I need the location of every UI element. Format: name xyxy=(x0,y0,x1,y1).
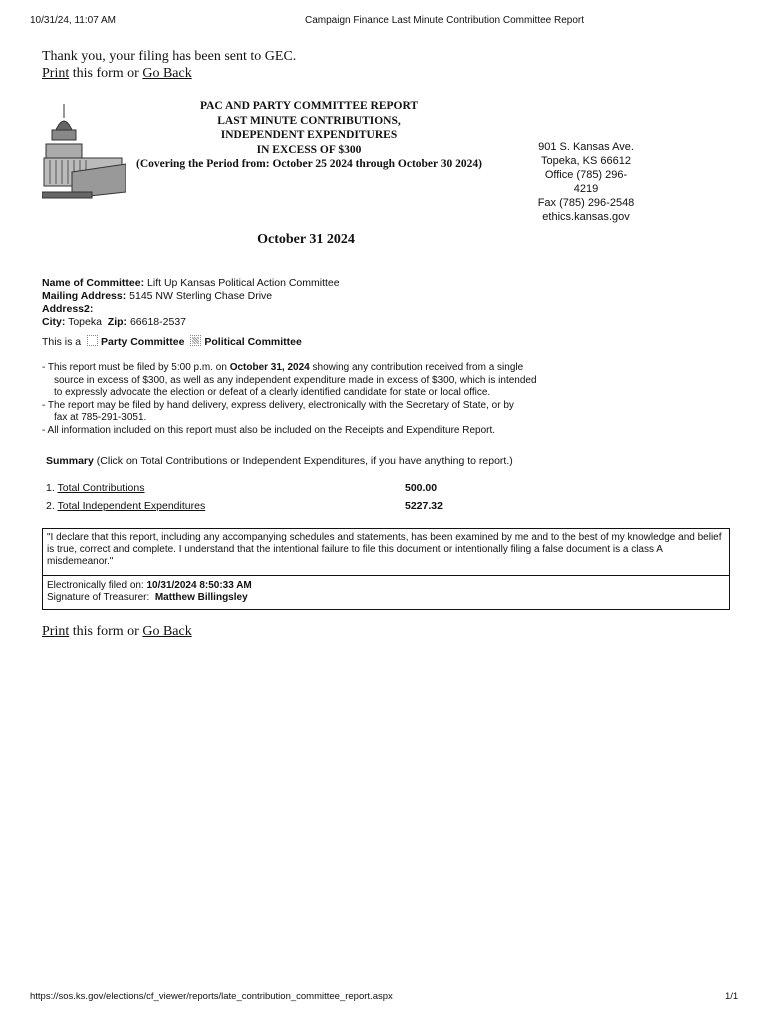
total-contributions-value: 500.00 xyxy=(405,482,438,494)
treasurer-label: Signature of Treasurer: xyxy=(47,592,150,603)
total-contributions-link[interactable]: Total Contributions xyxy=(57,482,145,494)
political-committee-checkbox[interactable] xyxy=(190,335,201,346)
committee-info xyxy=(42,277,340,329)
note-delivery: - The report may be filed by hand delivery, express delivery, electronically with the Secretary of State, or by xyxy=(42,399,514,411)
print-link[interactable]: Print xyxy=(42,66,70,81)
report-title-line3: INDEPENDENT EXPENDITURES xyxy=(220,129,398,141)
go-back-link[interactable]: Go Back xyxy=(142,66,192,81)
mailing-address-label: Mailing Address: xyxy=(42,290,127,302)
address2-label: Address2: xyxy=(42,303,94,315)
office-phone: Office (785) 296-4219 xyxy=(544,169,628,195)
print-page-title: Campaign Finance Last Minute Contribution Committee Report xyxy=(305,15,585,26)
row-number: 2. xyxy=(46,500,55,512)
note-delivery-fax: fax at 785-291-3051. xyxy=(54,412,147,423)
office-city: Topeka, KS 66612 xyxy=(541,155,631,167)
office-website: ethics.kansas.gov xyxy=(542,211,630,223)
zip-value: 66618-2537 xyxy=(129,316,187,328)
row-number: 1. xyxy=(46,482,55,494)
print-datetime: 10/31/24, 11:07 AM xyxy=(30,15,116,26)
summary-hint: (Click on Total Contributions or Independent Expenditures, if you have anything to report.) xyxy=(96,455,513,467)
report-title xyxy=(128,99,490,172)
report-title-line1: PAC AND PARTY COMMITTEE REPORT xyxy=(199,100,419,112)
summary-row-expenditures xyxy=(46,500,205,512)
confirmation-block xyxy=(42,48,296,82)
office-street: 901 S. Kansas Ave. xyxy=(538,141,634,153)
kansas-capitol-seal-icon xyxy=(42,100,126,200)
declaration-box xyxy=(42,528,730,610)
treasurer-name: Matthew Billingsley xyxy=(154,592,248,603)
party-committee-checkbox[interactable] xyxy=(87,335,98,346)
zip-label: Zip: xyxy=(107,316,128,328)
note-deadline-cont1: source in excess of $300, as well as any independent expenditure made in excess of $300, which is intended xyxy=(54,374,537,386)
office-address xyxy=(536,140,636,224)
note-deadline-cont2: to expressly advocate the election or defeat of a clearly identified candidate for state or local office. xyxy=(54,387,491,398)
address2-row xyxy=(42,303,340,316)
filed-on-row xyxy=(47,580,725,592)
office-fax: Fax (785) 296-2548 xyxy=(537,197,635,209)
total-independent-expenditures-link[interactable]: Total Independent Expenditures xyxy=(57,500,206,512)
print-footer-url: https://sos.ks.gov/elections/cf_viewer/reports/late_contribution_committee_report.aspx xyxy=(30,991,393,1002)
note-deadline xyxy=(42,362,622,375)
total-independent-expenditures-value: 5227.32 xyxy=(405,500,443,512)
party-committee-label: Party Committee xyxy=(101,336,185,348)
link-separator-text-bottom: this form or xyxy=(72,624,139,639)
signature-block xyxy=(43,576,729,608)
declaration-text: "I declare that this report, including any accompanying schedules and statements, has been examined by me and to the best of my knowledge and belief is true, correct and complete. I understand that the intentional failure to file this document or intentionally filing a false document is a class A misdemeanor." xyxy=(43,529,729,576)
bottom-links xyxy=(42,624,192,640)
note-deadline-text: - This report must be filed by 5:00 p.m. on xyxy=(42,362,230,373)
note-deadline-text-2: showing any contribution received from a single xyxy=(309,362,524,373)
note-receipts: - All information included on this report must also be included on the Receipts and Expenditure Report. xyxy=(42,424,496,436)
summary-row-contributions xyxy=(46,482,144,494)
filed-on-label: Electronically filed on: xyxy=(47,580,144,591)
thanks-message: Thank you, your filing has been sent to GEC. xyxy=(42,49,297,64)
print-footer-page: 1/1 xyxy=(725,991,739,1002)
treasurer-row xyxy=(47,592,725,604)
report-title-line2: LAST MINUTE CONTRIBUTIONS, xyxy=(217,114,401,127)
report-date: October 31 2024 xyxy=(257,232,355,247)
filing-notes xyxy=(42,362,622,437)
report-title-line4: IN EXCESS OF $300 xyxy=(256,143,362,156)
committee-name-row xyxy=(42,277,340,290)
print-link-bottom[interactable]: Print xyxy=(42,624,70,639)
summary-label: Summary xyxy=(46,455,94,467)
mailing-address: 5145 NW Sterling Chase Drive xyxy=(129,290,273,302)
mailing-address-row xyxy=(42,290,340,303)
filed-on-value: 10/31/2024 8:50:33 AM xyxy=(146,580,252,591)
political-committee-label: Political Committee xyxy=(204,336,302,348)
note-deadline-date: October 31, 2024 xyxy=(229,362,310,373)
committee-name: Lift Up Kansas Political Action Committee xyxy=(147,277,340,289)
city-zip-row xyxy=(42,316,340,329)
summary-heading xyxy=(46,455,513,467)
city-value: Topeka xyxy=(68,316,102,328)
city-label: City: xyxy=(42,316,66,328)
report-period: (Covering the Period from: October 25 2024 through October 30 2024) xyxy=(135,158,483,170)
committee-type-row xyxy=(42,335,302,348)
committee-type-prefix: This is a xyxy=(42,336,82,348)
go-back-link-bottom[interactable]: Go Back xyxy=(142,624,192,639)
committee-name-label: Name of Committee: xyxy=(42,277,145,289)
link-separator-text: this form or xyxy=(72,66,139,81)
